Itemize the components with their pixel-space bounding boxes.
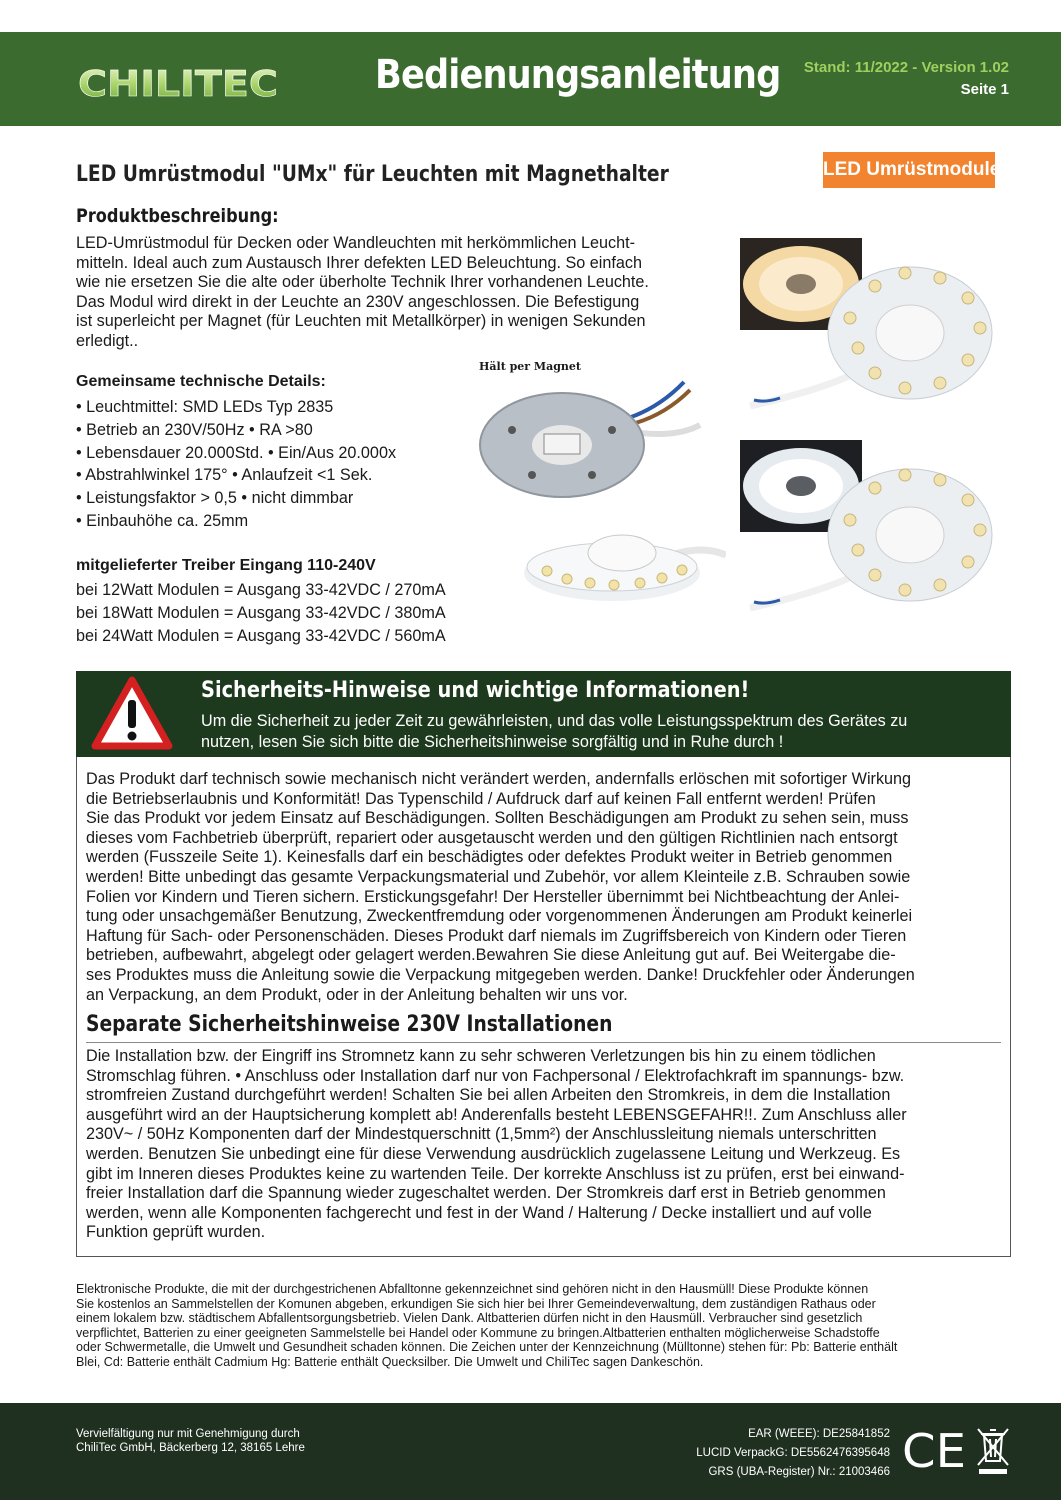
tech-details-list [76, 396, 396, 533]
safety-line: Folien vor Kindern und Tieren sichern. Erstickungsgefahr! Der Hersteller übernimmt bei Nichtbeachtung der Anlei- [86, 887, 900, 906]
module-side-photo [522, 515, 726, 607]
safety-line: werden (Fusszeile Seite 1). Keinesfalls darf ein beschädigtes oder defektes Produkt weiter in Betrieb genommen [86, 848, 893, 867]
product-title: LED Umrüstmodul "UMx" für Leuchten mit Magnethalter [76, 162, 669, 187]
driver-specs [76, 579, 446, 647]
tech-item: • Einbauhöhe ca. 25mm [76, 510, 396, 533]
safety-body [86, 770, 1001, 1005]
registration-line: GRS (UBA-Register) Nr.: 21003466 [708, 1466, 890, 1478]
description-line: Das Modul wird direkt in der Leuchte an 230V angeschlossen. Die Befestigung [76, 292, 640, 311]
safety-intro-line: nutzen, lesen Sie sich bitte die Sicherheitshinweise sorgfältig und in Ruhe durch ! [201, 733, 784, 751]
svg-text:CE: CE [902, 1425, 966, 1473]
module-coldwhite-photo [740, 440, 1000, 615]
disposal-notice [76, 1282, 1011, 1370]
description-line: mitteln. Ideal auch zum Austausch Ihrer defekten LED Beleuchtung. So einfach [76, 253, 643, 272]
install-divider [86, 1042, 1001, 1043]
registration-numbers [696, 1425, 890, 1482]
safety-line: ses Produktes muss die Anleitung sowie die Verpackung mitgegeben werden. Danke! Druckfehler oder Änderungen [86, 965, 915, 984]
description-heading: Produktbeschreibung: [76, 205, 279, 227]
description-line: LED-Umrüstmodul für Decken oder Wandleuchten mit herkömmlichen Leucht- [76, 234, 635, 252]
document-title: Bedienungsanleitung [375, 52, 781, 98]
install-line: Funktion geprüft wurden. [86, 1223, 266, 1242]
disposal-line: verpflichtet, Batterien zu einer geeigneten Sammelstelle bei Handel oder Kommune zu bringen.Altbatterien enthalten möglicherweise Schadstoffe [76, 1325, 880, 1340]
disposal-line: Blei, Cd: Batterie enthält Cadmium Hg: Batterie enthält Quecksilber. Die Umwelt und ChiliTec sagen Dankeschön. [76, 1354, 704, 1369]
install-line: werden. Benutzen Sie unbedingt eine für diese Verwendung ausdrücklich zugelassene Leitung und Werkzeug. Es [86, 1144, 901, 1163]
ce-mark-icon [900, 1425, 970, 1473]
tech-item: • Leuchtmittel: SMD LEDs Typ 2835 [76, 396, 396, 419]
safety-line: werden! Bitte unbedingt das gesamte Verpackungsmaterial und Zubehör, vor allem Kleinteile z.B. Schrauben sowie [86, 867, 911, 886]
driver-line: bei 12Watt Modulen = Ausgang 33-42VDC / 270mA [76, 581, 446, 599]
safety-line: dieses vom Fachbetrieb überprüft, repariert oder ausgetauscht werden und den gültigen Richtlinien nach entsorgt [86, 828, 898, 847]
crossed-out-bin-icon [975, 1425, 1011, 1475]
disposal-line: oder Schwermetalle, die Umwelt und Gesundheit schaden können. Die Zeichen unter der Kennzeichnung (Mülltonne) stehen für: Pb: Batterie enthält [76, 1340, 898, 1355]
safety-line: an Verpackung, an dem Produkt, oder in der Anleitung behalten wir uns vor. [86, 985, 628, 1004]
tech-details-heading: Gemeinsame technische Details: [76, 373, 326, 390]
install-body [86, 1047, 1001, 1243]
safety-line: Haftung für Sach- oder Personenschäden. Dieses Produkt darf niemals im Zugriffsbereich von Kindern oder Tieren [86, 926, 907, 945]
module-back-photo [472, 370, 702, 500]
install-line: gibt im Inneren dieses Produktes keine zu wartenden Teile. Der korrekte Anschluss ist zu prüfen, erst bei einwand- [86, 1164, 905, 1183]
chilitec-logo [76, 60, 286, 104]
install-line: Die Installation bzw. der Eingriff ins Stromnetz kann zu sehr schweren Verletzungen bis hin zu einem tödlichen [86, 1047, 876, 1065]
safety-line: betrieben, aufbewahrt, abgelegt oder gelagert werden.Bewahren Sie diese Anleitung gut auf. Bei Weitergabe die- [86, 946, 896, 965]
page-number: Seite 1 [960, 81, 1009, 98]
safety-line: tung oder unsachgemäßer Benutzung, Zweckentfremdung oder vorgenommenen Änderungen am Produkt keinerlei [86, 907, 913, 926]
install-line: freier Installation darf die Spannung wieder zugeschaltet werden. Der Stromkreis darf erst in Betrieb genommen [86, 1184, 886, 1203]
description-line: ist superleicht per Magnet (für Leuchten mit Metallkörper) in wenigen Sekunden [76, 312, 646, 331]
tech-item: • Leistungsfaktor > 0,5 • nicht dimmbar [76, 487, 396, 510]
tech-item: • Betrieb an 230V/50Hz • RA >80 [76, 419, 396, 442]
version-stand: Stand: 11/2022 - Version 1.02 [803, 59, 1009, 76]
copyright-notice [76, 1427, 305, 1455]
disposal-line: Sie kostenlos an Sammelstellen der Komunen abgeben, erkundigen Sie sich hier bei Ihrer Gemeindeverwaltung, dem zuständigen Rathaus oder [76, 1296, 876, 1311]
install-heading: Separate Sicherheitshinweise 230V Installationen [86, 1012, 613, 1037]
safety-title: Sicherheits-Hinweise und wichtige Informationen! [201, 678, 750, 703]
safety-line: Sie das Produkt vor jedem Einsatz auf Beschädigungen. Sollten Beschädigungen am Produkt zu sehen sein, muss [86, 809, 909, 828]
product-description [76, 234, 716, 352]
logo-text: CHILITEC [78, 64, 278, 104]
copyright-line: Vervielfältigung nur mit Genehmigung durch [76, 1428, 300, 1440]
description-line: wie nie ersetzen Sie die alte oder überholte Technik Ihrer vorhandenen Leuchte. [76, 273, 649, 292]
driver-heading: mitgelieferter Treiber Eingang 110-240V [76, 557, 376, 574]
install-line: ausgeführt wird an der Hauptsicherung komplett ab! Anderenfalls besteht LEBENSGEFAHR!!. Zum Anschluss aller [86, 1105, 907, 1124]
safety-line: die Betriebserlaubnis und Konformität! Das Typenschild / Aufdruck darf auf keinen Fall entfernt werden! Prüfen [86, 789, 876, 808]
install-line: werden, wenn alle Komponenten fachgerecht und fest in der Wand / Halterung / Decke installiert und auf volle [86, 1203, 872, 1222]
safety-line: Das Produkt darf technisch sowie mechanisch nicht verändert werden, andernfalls erlöschen mit sofortiger Wirkung [86, 770, 912, 788]
install-line: Stromschlag führen. • Anschluss oder Installation darf nur von Fachpersonal / Elektrofachkraft im spannungs- bzw. [86, 1066, 905, 1085]
tech-item: • Lebensdauer 20.000Std. • Ein/Aus 20.000x [76, 442, 396, 465]
module-warmwhite-photo [740, 238, 1000, 413]
disposal-line: einem lokalem bzw. städtischem Abfallentsorgungsbetrieb. Vielen Dank. Altbatterien dürfen nicht in den Hausmüll. Verbraucher sind gesetzlich [76, 1311, 863, 1326]
category-badge: LED Umrüstmodule [823, 152, 995, 188]
install-line: 230V~ / 50Hz Komponenten darf der Mindestquerschnitt (1,5mm²) der Anschlussleitung niemals unterschritten [86, 1125, 877, 1144]
registration-line: EAR (WEEE): DE25841852 [748, 1428, 890, 1440]
copyright-line: ChiliTec GmbH, Bäckerberg 12, 38165 Lehre [76, 1442, 305, 1454]
registration-line: LUCID VerpackG: DE5562476395648 [696, 1447, 890, 1459]
driver-line: bei 24Watt Modulen = Ausgang 33-42VDC / 560mA [76, 626, 446, 645]
install-line: stromfreien Zustand durchgeführt werden! Schalten Sie bei allen Arbeiten den Stromkreis, in dem die Installation [86, 1086, 891, 1105]
driver-line: bei 18Watt Modulen = Ausgang 33-42VDC / 380mA [76, 603, 446, 622]
disposal-line: Elektronische Produkte, die mit der durchgestrichenen Abfalltonne gekennzeichnet sind gehören nicht in den Hausmüll! Diese Produkte können [76, 1282, 869, 1296]
magnet-caption: Hält per Magnet [479, 360, 581, 373]
safety-intro [201, 711, 1001, 753]
description-line: erledigt.. [76, 331, 139, 350]
tech-item: • Abstrahlwinkel 175° • Anlaufzeit <1 Sek. [76, 464, 396, 487]
safety-intro-line: Um die Sicherheit zu jeder Zeit zu gewährleisten, und das volle Leistungsspektrum des Gerätes zu [201, 712, 908, 730]
warning-triangle-icon [91, 676, 173, 750]
